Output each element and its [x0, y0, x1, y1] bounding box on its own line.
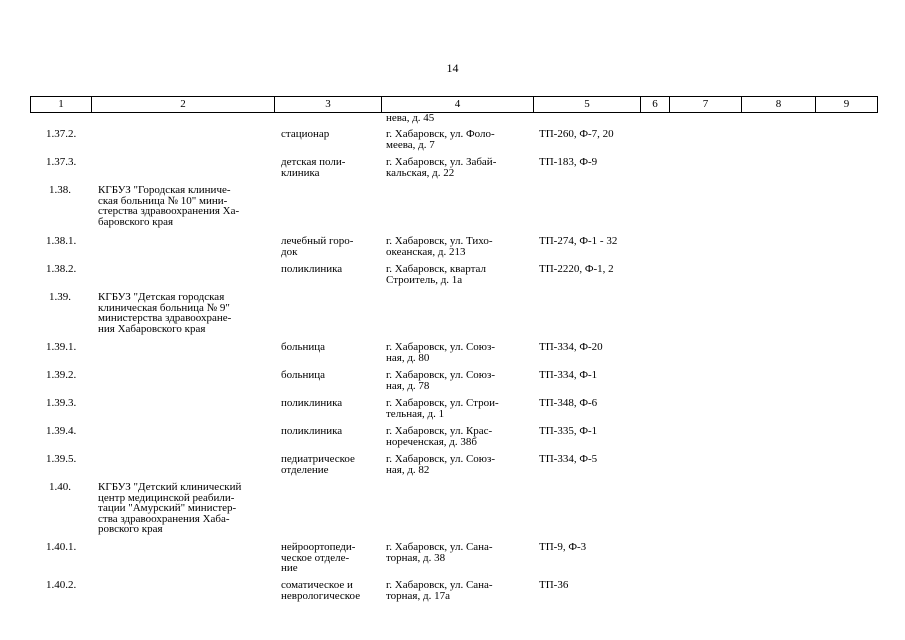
column-number-7: 7	[670, 97, 742, 113]
row-number: 1.37.2.	[46, 128, 77, 140]
row-number: 1.39.5.	[46, 453, 77, 465]
power-supply: ТП-348, Ф-6	[539, 397, 598, 409]
power-supply: ТП-183, Ф-9	[539, 156, 598, 168]
facility-address: г. Хабаровск, ул. Союз- ная, д. 78	[386, 369, 496, 392]
row-number: 1.39.	[49, 291, 71, 303]
column-number-8: 8	[742, 97, 816, 113]
facility-type: нейроортопеди- ческое отделе- ние	[281, 541, 356, 574]
row-number: 1.39.4.	[46, 425, 77, 437]
organization-name: КГБУЗ "Детская городская клиническая больница № 9" министерства здравоохране- ния Хабаровского края	[98, 291, 232, 335]
facility-address: г. Хабаровск, ул. Крас- нореченская, д. 38б	[386, 425, 493, 448]
facility-address: г. Хабаровск, ул. Забай- кальская, д. 22	[386, 156, 497, 179]
row-number: 1.38.2.	[46, 263, 77, 275]
power-supply: ТП-9, Ф-3	[539, 541, 587, 553]
facility-type: больница	[281, 341, 325, 353]
row-number: 1.38.	[49, 184, 71, 196]
facility-address: г. Хабаровск, ул. Строи- тельная, д. 1	[386, 397, 499, 420]
facility-type: поликлиника	[281, 425, 343, 437]
power-supply: ТП-260, Ф-7, 20	[539, 128, 614, 140]
facility-address: г. Хабаровск, ул. Союз- ная, д. 80	[386, 341, 496, 364]
column-number-4: 4	[382, 97, 534, 113]
column-number-2: 2	[92, 97, 275, 113]
column-number-1: 1	[31, 97, 92, 113]
facility-address: г. Хабаровск, ул. Сана- торная, д. 17а	[386, 579, 493, 602]
column-number-9: 9	[816, 97, 878, 113]
column-number-5: 5	[534, 97, 641, 113]
column-number-6: 6	[641, 97, 670, 113]
power-supply: ТП-335, Ф-1	[539, 425, 598, 437]
row-number: 1.37.3.	[46, 156, 77, 168]
row-number: 1.38.1.	[46, 235, 77, 247]
facility-type: стационар	[281, 128, 330, 140]
continued-address: нева, д. 45	[386, 112, 435, 124]
facility-address: г. Хабаровск, квартал Строитель, д. 1а	[386, 263, 486, 286]
facility-address: г. Хабаровск, ул. Фоло- меева, д. 7	[386, 128, 495, 151]
row-number: 1.40.1.	[46, 541, 77, 553]
power-supply: ТП-334, Ф-1	[539, 369, 598, 381]
facility-type: педиатрическое отделение	[281, 453, 355, 476]
row-number: 1.39.2.	[46, 369, 77, 381]
power-supply: ТП-274, Ф-1 - 32	[539, 235, 618, 247]
column-header-row	[30, 96, 878, 113]
row-number: 1.40.2.	[46, 579, 77, 591]
row-number: 1.39.1.	[46, 341, 77, 353]
facility-type: поликлиника	[281, 263, 343, 275]
facility-type: детская поли- клиника	[281, 156, 346, 179]
facility-address: г. Хабаровск, ул. Тихо- океанская, д. 213	[386, 235, 493, 258]
organization-name: КГБУЗ "Детский клинический центр медицинской реабили- тации "Амурский" министер- ства здравоохранения Хаба- ровского края	[98, 481, 242, 535]
facility-type: соматическое и неврологическое	[281, 579, 361, 602]
power-supply: ТП-2220, Ф-1, 2	[539, 263, 614, 275]
organization-name: КГБУЗ "Городская клиниче- ская больница № 10" мини- стерства здравоохранения Ха- баровского края	[98, 184, 240, 228]
facility-address: г. Хабаровск, ул. Сана- торная, д. 38	[386, 541, 493, 564]
row-number: 1.40.	[49, 481, 71, 493]
power-supply: ТП-334, Ф-20	[539, 341, 603, 353]
power-supply: ТП-334, Ф-5	[539, 453, 598, 465]
power-supply: ТП-36	[539, 579, 569, 591]
facility-type: лечебный горо- док	[281, 235, 354, 258]
facility-type: больница	[281, 369, 325, 381]
row-number: 1.39.3.	[46, 397, 77, 409]
column-number-3: 3	[275, 97, 382, 113]
facility-address: г. Хабаровск, ул. Союз- ная, д. 82	[386, 453, 496, 476]
page-number: 14	[446, 61, 459, 75]
facility-type: поликлиника	[281, 397, 343, 409]
